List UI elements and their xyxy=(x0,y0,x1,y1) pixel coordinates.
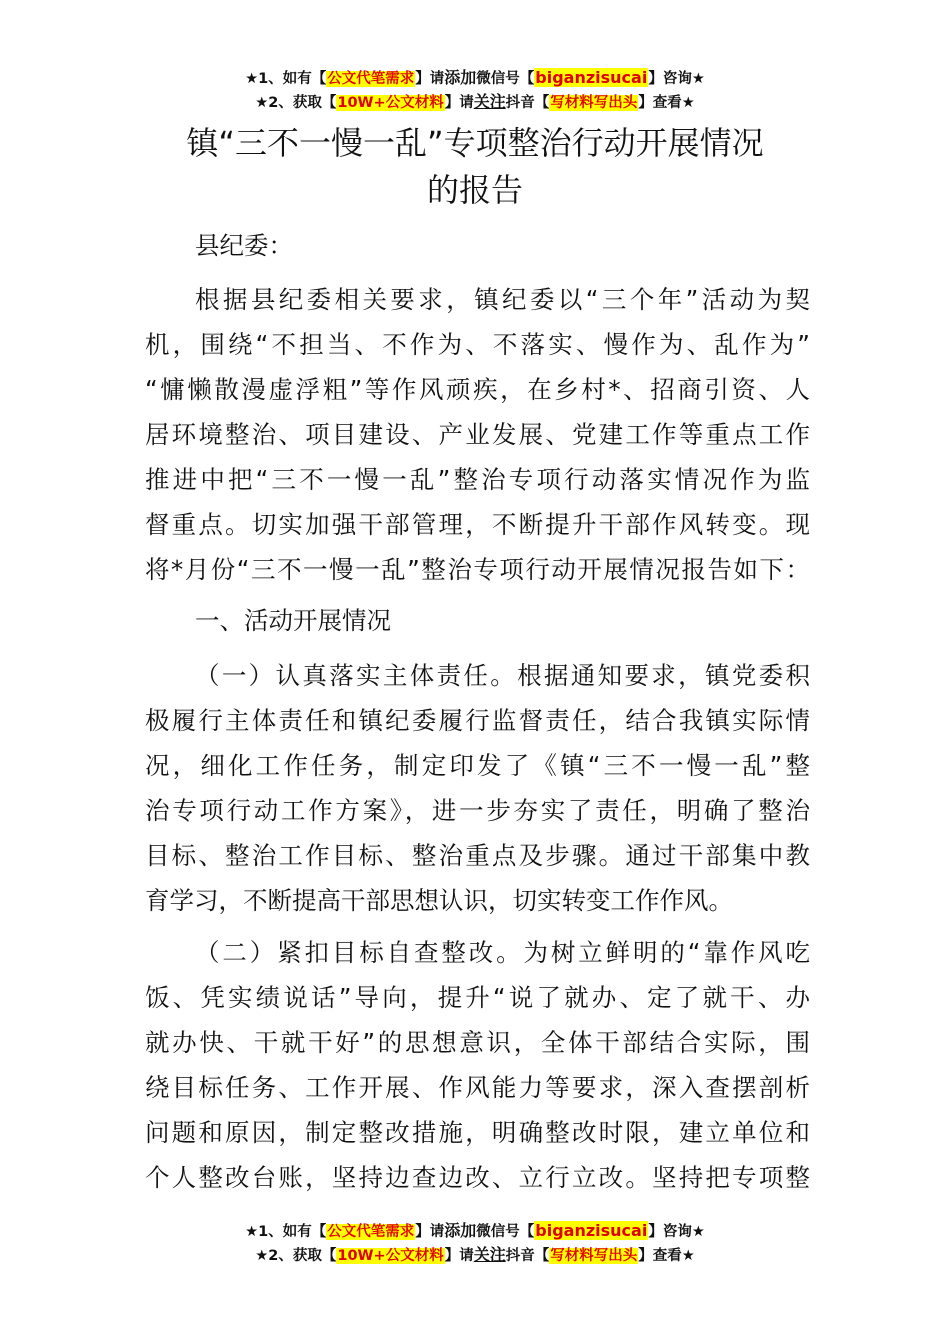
paragraph-line: （一）认真落实主体责任。根据通知要求，镇党委积 xyxy=(195,661,810,690)
banner-text: ★1、如有【 xyxy=(245,1224,327,1240)
section-heading-1: 一、活动开展情况 xyxy=(195,606,391,635)
banner-text: 】请 xyxy=(415,1224,445,1240)
banner-text: 抖音【 xyxy=(505,1248,550,1264)
banner-highlight: 公文代笔需求 xyxy=(327,1224,415,1240)
banner-wechat-id: biganzisucai xyxy=(535,68,648,87)
banner-line-2 xyxy=(0,1243,950,1267)
paragraph-line: 绕目标任务、工作开展、作风能力等要求，深入查摆剖析 xyxy=(145,1073,810,1102)
document-title-line-1: 镇“三不一慢一乱”专项整治行动开展情况 xyxy=(186,124,764,162)
banner-line-1 xyxy=(0,66,950,90)
banner-text: 】请 xyxy=(444,95,474,111)
banner-text: ★1、如有【 xyxy=(245,71,327,87)
banner-douyin-id: 写材料写出头 xyxy=(550,1248,638,1264)
paragraph-line: “慵懒散漫虚浮粗”等作风顽疾，在乡村*、招商引资、人 xyxy=(145,375,810,404)
banner-highlight: 10W+公文材料 xyxy=(337,95,444,111)
banner-line-1 xyxy=(0,1219,950,1243)
banner-text: ★2、获取【 xyxy=(255,95,337,111)
banner-text: 微信号【 xyxy=(476,1224,535,1240)
banner-text: 】请 xyxy=(415,71,445,87)
paragraph-3 xyxy=(145,930,810,1200)
top-banner xyxy=(0,66,950,114)
paragraph-line: 个人整改台账，坚持边查边改、立行立改。坚持把专项整 xyxy=(145,1163,810,1192)
paragraph-line: 居环境整治、项目建设、产业发展、党建工作等重点工作 xyxy=(145,420,810,449)
banner-text: 抖音【 xyxy=(505,95,550,111)
banner-emphasis: 关注 xyxy=(473,92,506,111)
banner-text: 】咨询★ xyxy=(648,71,705,87)
paragraph-line: 就办快、干就干好”的思想意识，全体干部结合实际，围 xyxy=(145,1028,810,1057)
paragraph-line: 机，围绕“不担当、不作为、不落实、慢作为、乱作为” xyxy=(145,330,810,359)
banner-text: 】请 xyxy=(444,1248,474,1264)
bottom-banner xyxy=(0,1219,950,1267)
section-heading-block xyxy=(145,598,810,643)
paragraph-line: 况，细化工作任务，制定印发了《镇“三不一慢一乱”整 xyxy=(145,751,810,780)
salutation-block xyxy=(145,223,810,268)
banner-highlight: 公文代笔需求 xyxy=(327,71,415,87)
banner-highlight: 10W+公文材料 xyxy=(337,1248,444,1264)
paragraph-line: 将*月份“三不一慢一乱”整治专项行动开展情况报告如下： xyxy=(145,555,810,584)
banner-emphasis: 关注 xyxy=(473,1245,506,1264)
banner-emphasis: 添加 xyxy=(444,1221,477,1240)
paragraph-line: 治专项行动工作方案》，进一步夯实了责任，明确了整治 xyxy=(145,796,810,825)
paragraph-line: （二）紧扣目标自查整改。为树立鲜明的“靠作风吃 xyxy=(195,938,810,967)
banner-douyin-id: 写材料写出头 xyxy=(550,95,638,111)
paragraph-2 xyxy=(145,653,810,923)
banner-text: 】咨询★ xyxy=(648,1224,705,1240)
document-title-line-2: 的报告 xyxy=(426,171,523,209)
paragraph-line: 饭、凭实绩说话”导向，提升“说了就办、定了就干、办 xyxy=(145,983,810,1012)
paragraph-line: 根据县纪委相关要求，镇纪委以“三个年”活动为契 xyxy=(195,285,810,314)
banner-text: 微信号【 xyxy=(476,71,535,87)
salutation: 县纪委： xyxy=(195,231,293,260)
banner-text: ★2、获取【 xyxy=(255,1248,337,1264)
banner-text: 】查看★ xyxy=(638,95,695,111)
paragraph-line: 目标、整治工作目标、整治重点及步骤。通过干部集中教 xyxy=(145,841,810,870)
banner-wechat-id: biganzisucai xyxy=(535,1221,648,1240)
paragraph-line: 问题和原因，制定整改措施，明确整改时限，建立单位和 xyxy=(145,1118,810,1147)
paragraph-line: 督重点。切实加强干部管理，不断提升干部作风转变。现 xyxy=(145,510,810,539)
paragraph-1 xyxy=(145,277,810,592)
banner-text: 】查看★ xyxy=(638,1248,695,1264)
banner-line-2 xyxy=(0,90,950,114)
paragraph-line: 极履行主体责任和镇纪委履行监督责任，结合我镇实际情 xyxy=(145,706,810,735)
paragraph-line: 推进中把“三不一慢一乱”整治专项行动落实情况作为监 xyxy=(145,465,810,494)
banner-emphasis: 添加 xyxy=(444,68,477,87)
paragraph-line: 育学习，不断提高干部思想认识，切实转变工作作风。 xyxy=(145,886,733,915)
